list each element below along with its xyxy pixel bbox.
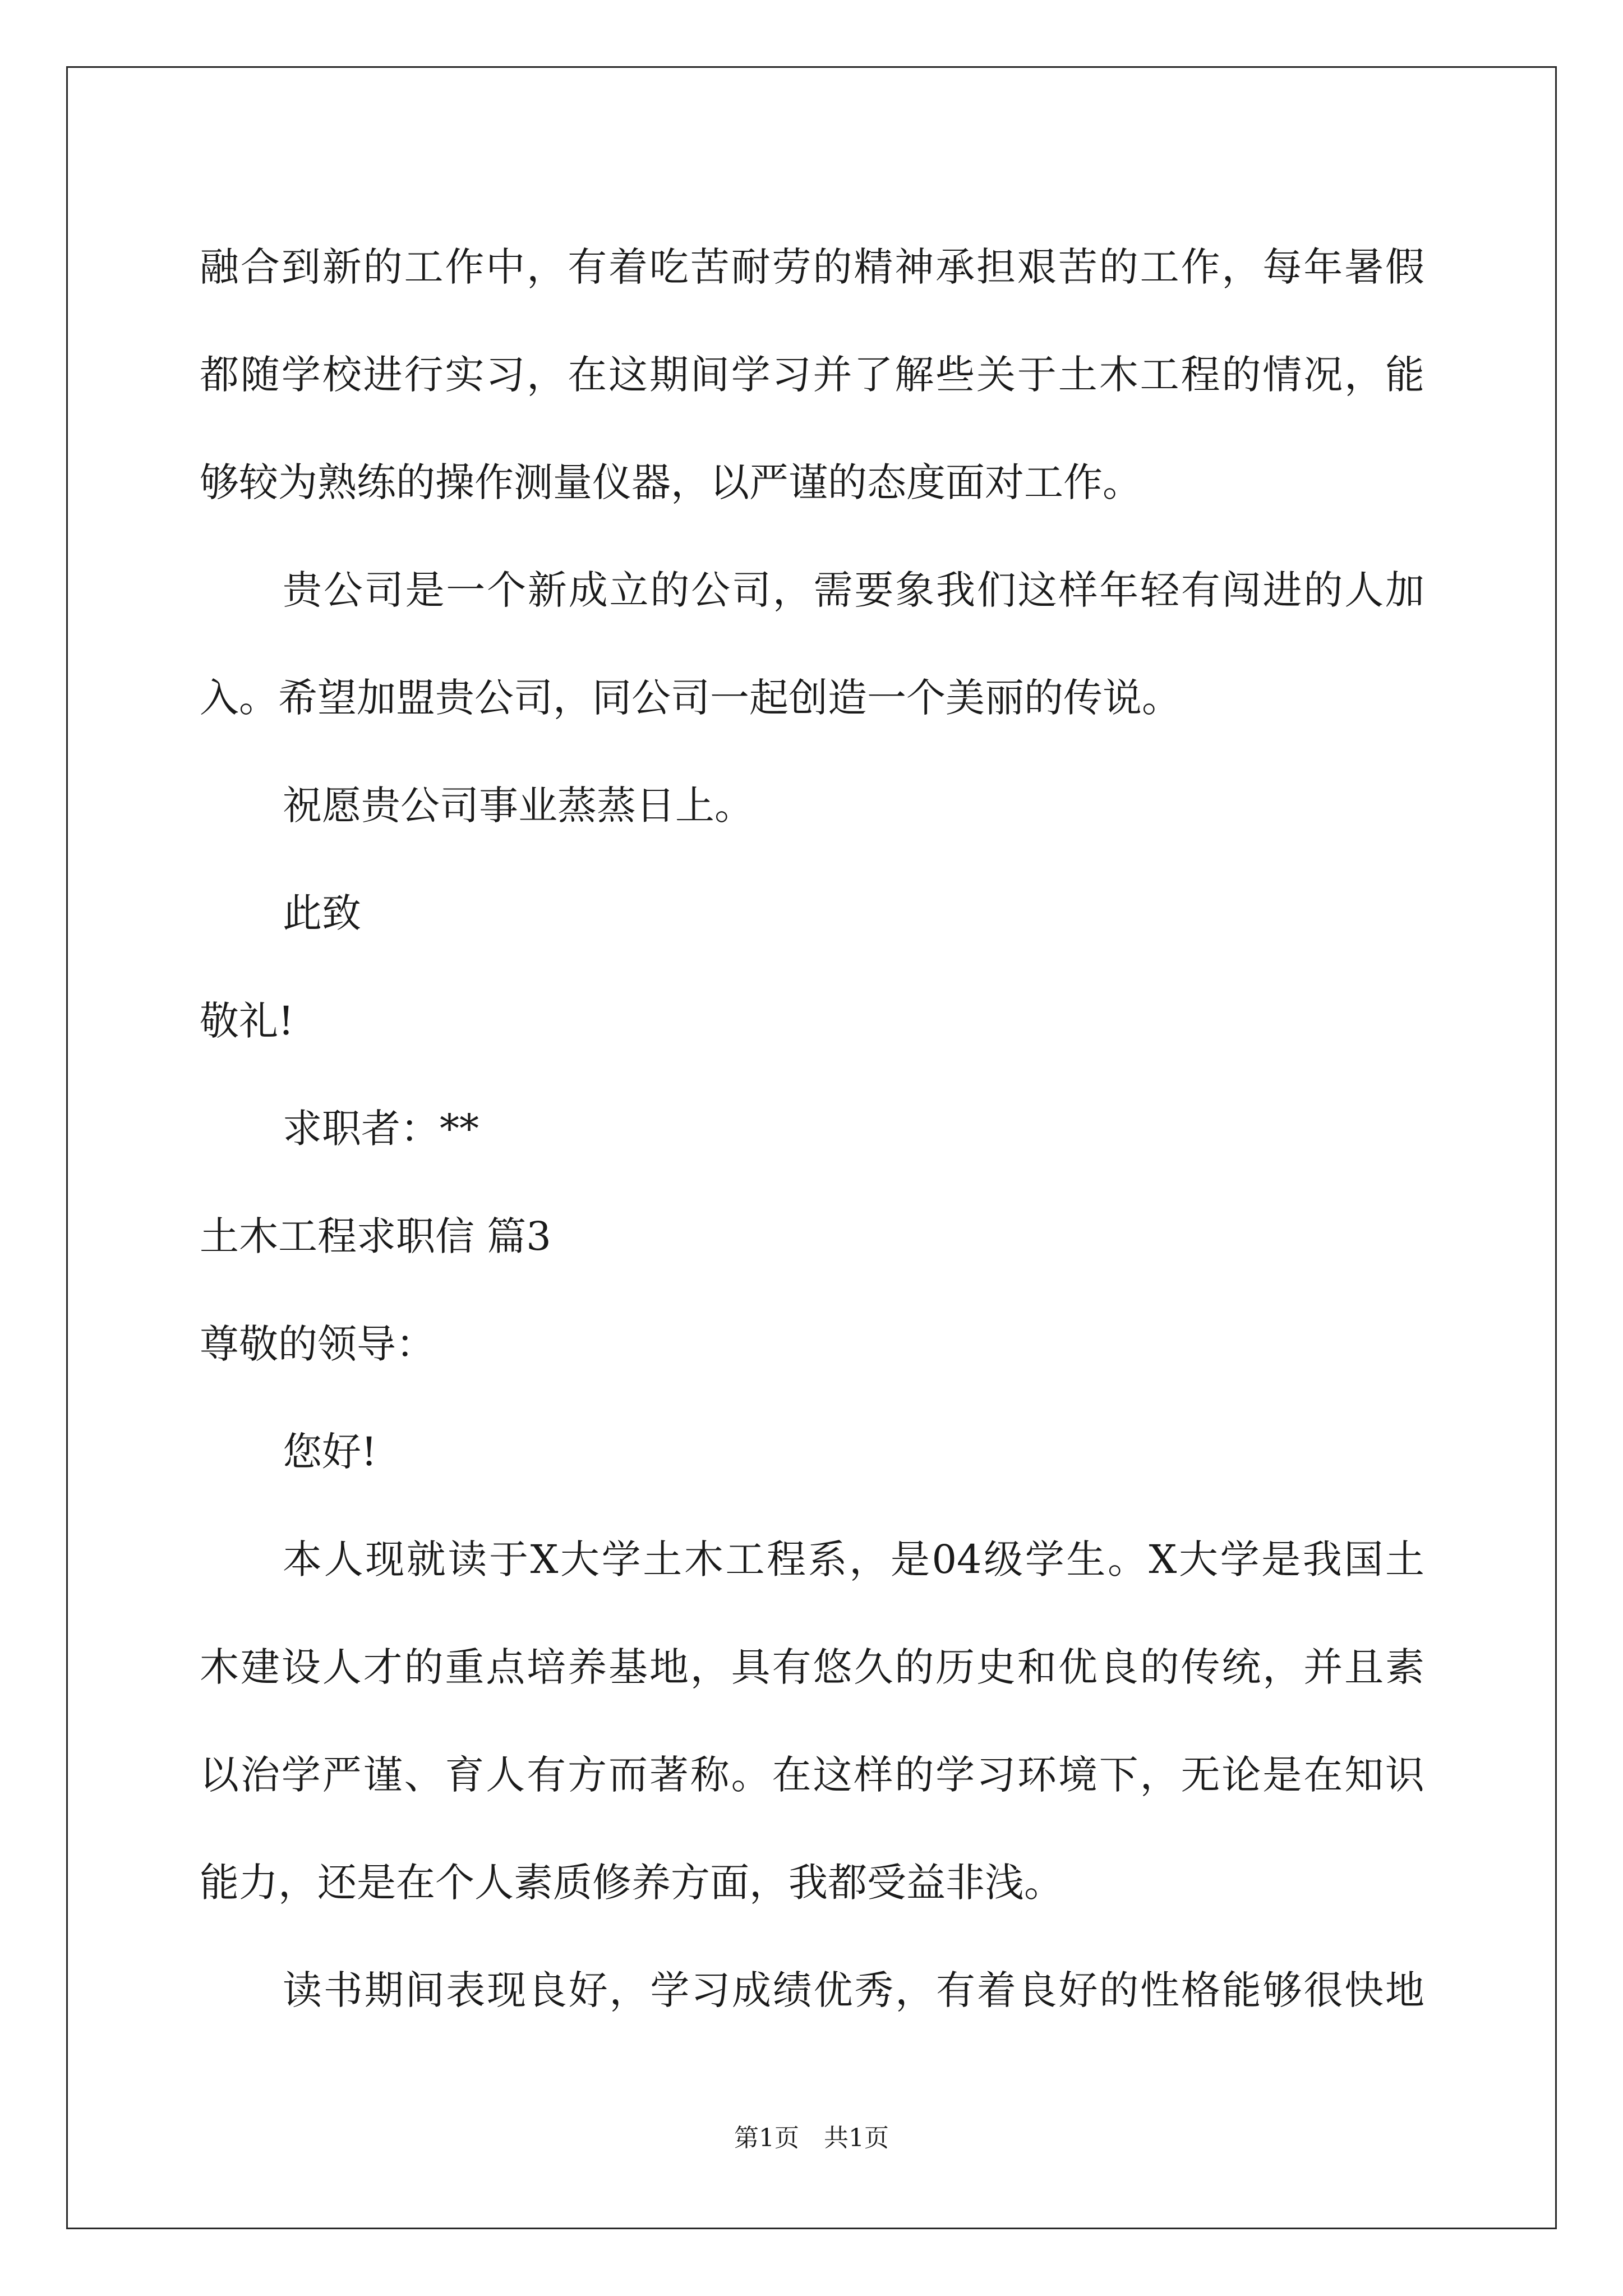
page-total: 共1页 [824,2124,889,2152]
text-line: 祝愿贵公司事业蒸蒸日上。 [283,783,754,829]
text-line: 以治学严谨、育人有方而著称。在这样的学习环境下，无论是在知识 [200,1752,1424,1798]
text-line: 入。希望加盟贵公司，同公司一起创造一个美丽的传说。 [200,675,1181,721]
text-line: 够较为熟练的操作测量仪器，以严谨的态度面对工作。 [200,459,1142,505]
text-line: 融合到新的工作中，有着吃苦耐劳的精神承担艰苦的工作，每年暑假 [200,244,1424,290]
text-line: 贵公司是一个新成立的公司，需要象我们这样年轻有闯进的人加 [283,567,1424,613]
text-line: 此致 [283,890,361,936]
page-footer [0,2118,1623,2154]
text-line: 读书期间表现良好，学习成绩优秀，有着良好的性格能够很快地 [283,1967,1424,2013]
page-number: 第1页 [734,2124,799,2152]
text-line: 您好! [283,1429,377,1475]
section-heading: 土木工程求职信 篇3 [200,1213,551,1259]
text-line: 都随学校进行实习，在这期间学习并了解些关于土木工程的情况，能 [200,352,1424,398]
document-body [200,213,1424,2044]
text-line: 敬礼! [200,998,294,1044]
text-line: 本人现就读于X大学土木工程系，是04级学生。X大学是我国土 [283,1536,1424,1582]
text-line: 尊敬的领导： [200,1321,435,1367]
text-line: 能力，还是在个人素质修养方面，我都受益非浅。 [200,1860,1063,1906]
text-line: 求职者：** [283,1106,479,1152]
text-line: 木建设人才的重点培养基地，具有悠久的历史和优良的传统，并且素 [200,1644,1424,1690]
